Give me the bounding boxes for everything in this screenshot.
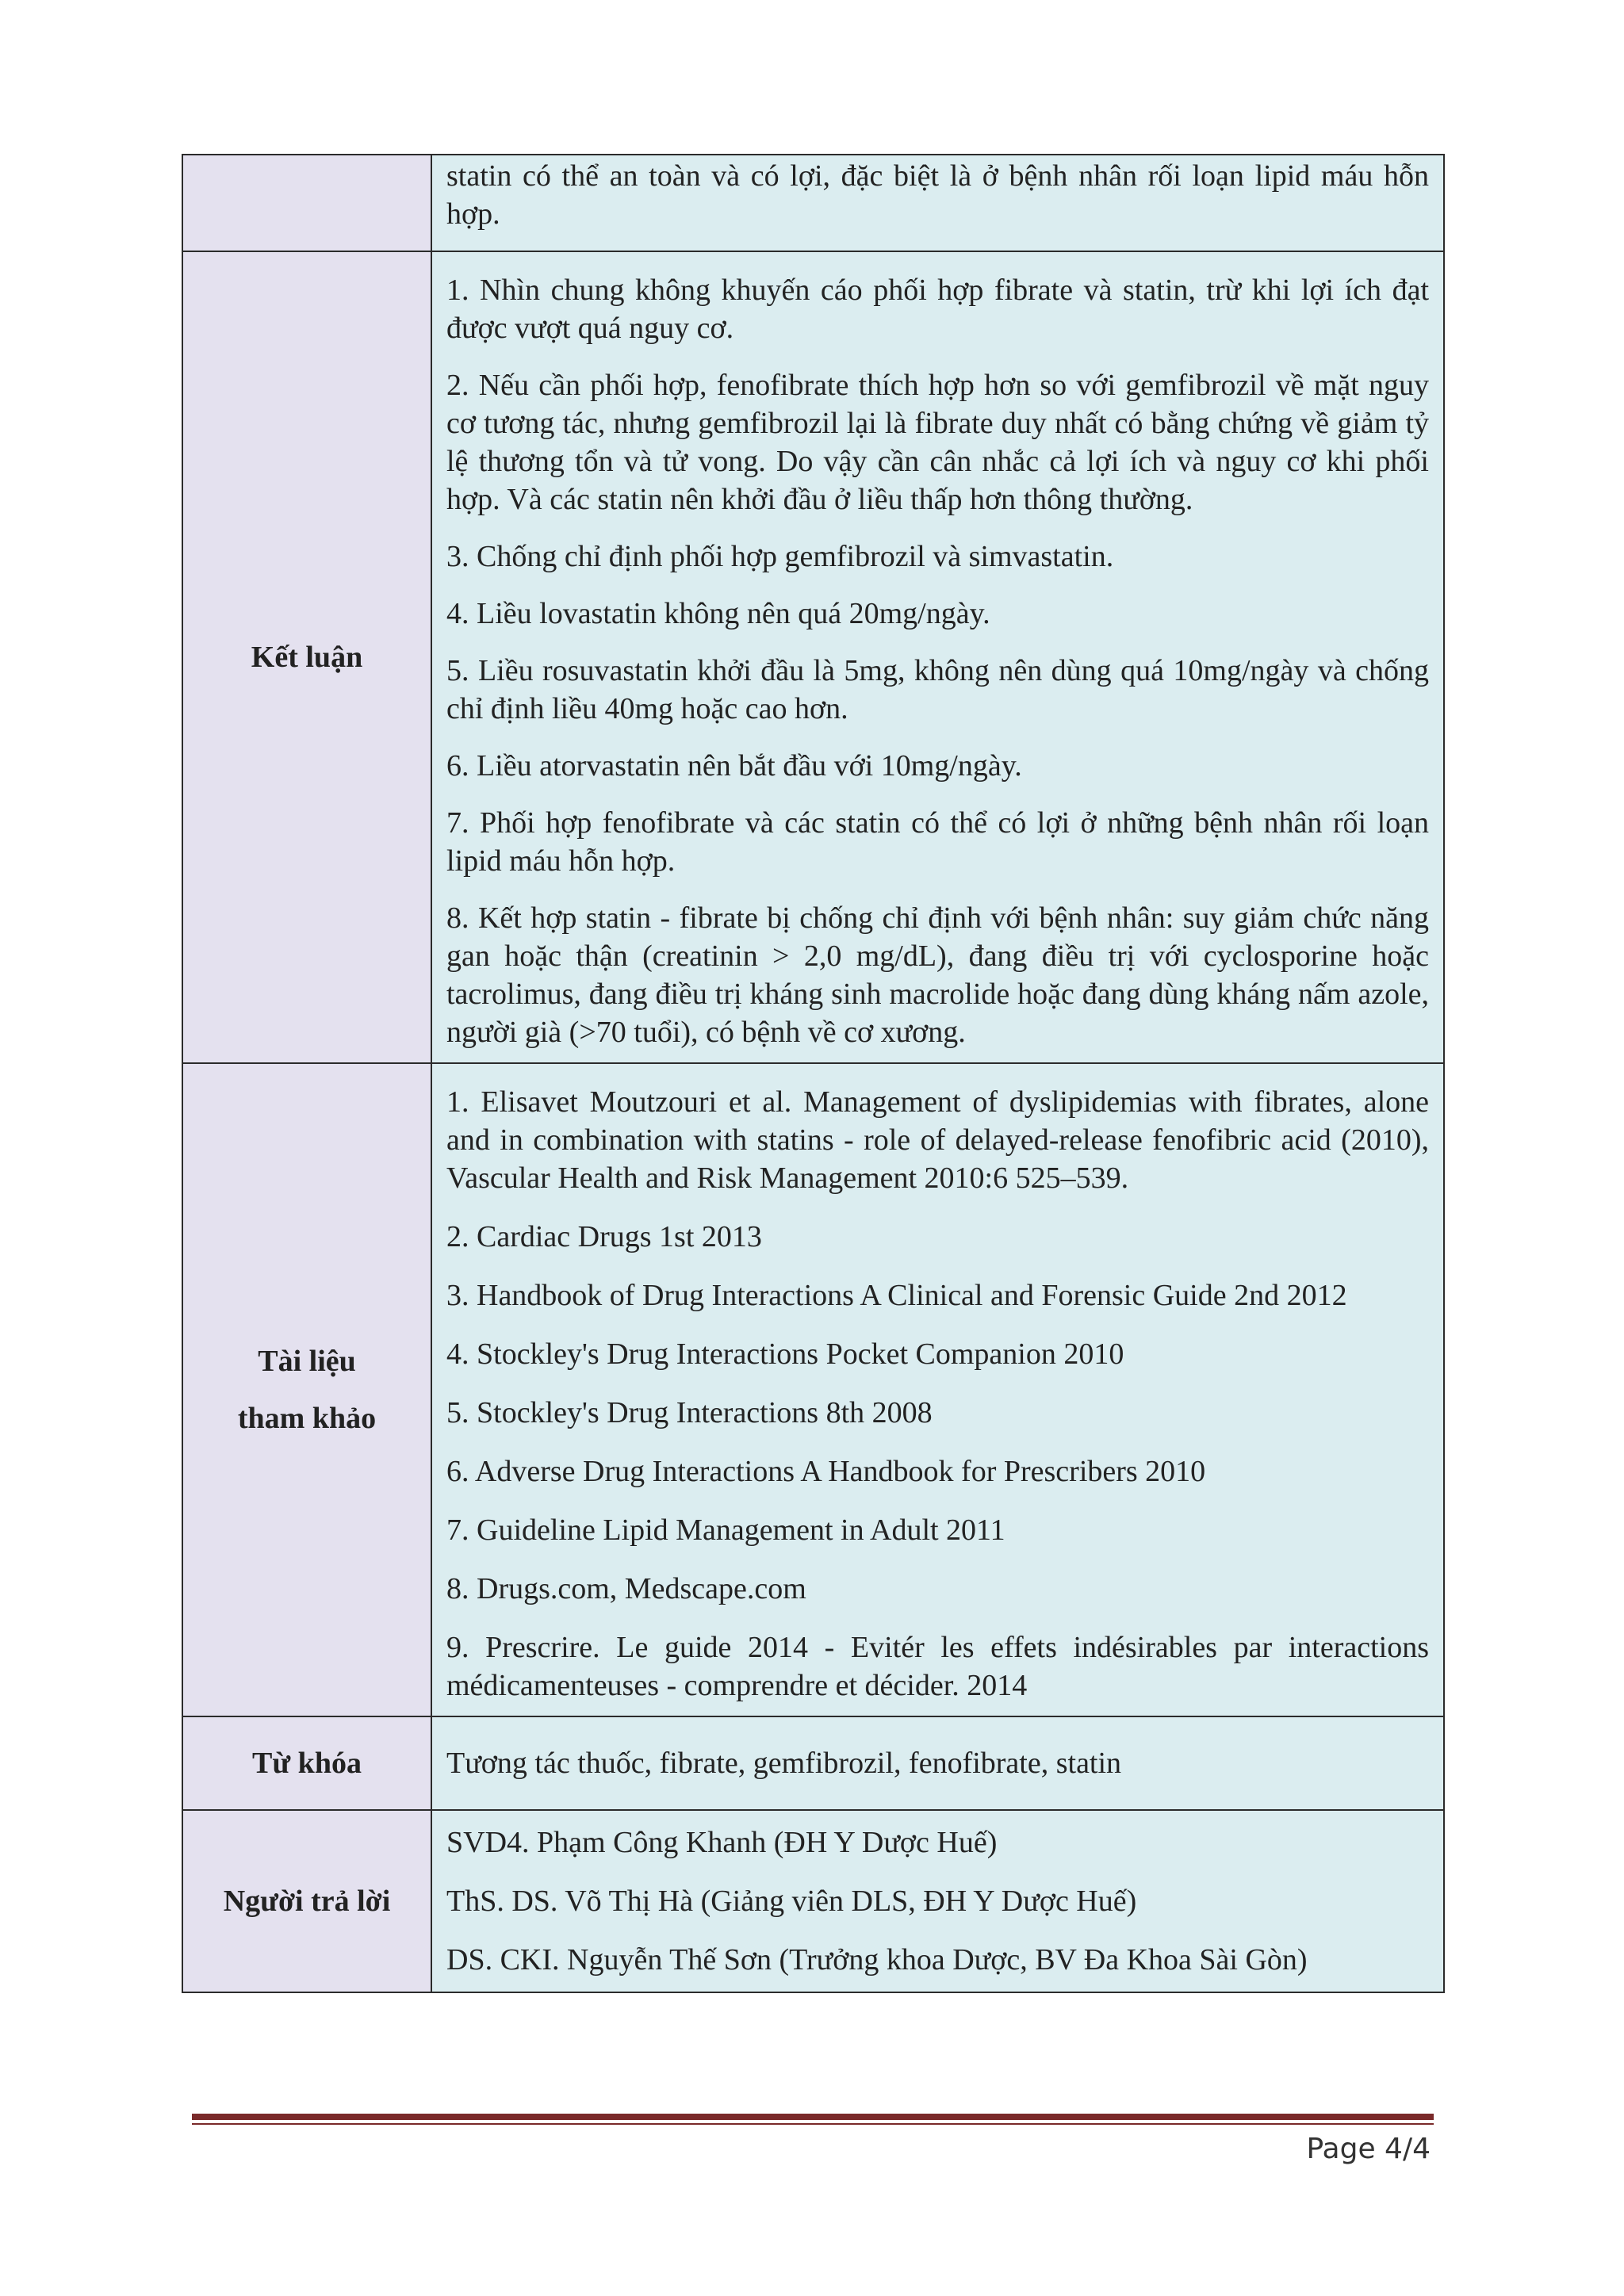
conclusion-item-1: 1. Nhìn chung không khuyến cáo phối hợp fibrate và statin, trừ khi lợi ích đạt được vượt quá nguy cơ. [446,274,1429,345]
keywords-content-cell [431,1716,1444,1810]
reference-item-8: 8. Drugs.com, Medscape.com [446,1572,806,1605]
conclusion-label: Kết luận [182,251,431,1063]
conclusion-item-6: 6. Liều atorvastatin nên bắt đầu với 10mg/ngày. [446,749,1022,783]
responders-label: Người trả lời [182,1810,431,1992]
responder-1: SVD4. Phạm Công Khanh (ĐH Y Dược Huế) [446,1826,998,1859]
reference-item-9: 9. Prescrire. Le guide 2014 - Evitér les effets indésirables par interactions médicamenteuses - comprendre et décider. 2014 [446,1631,1429,1702]
intro-paragraph: statin có thể an toàn và có lợi, đặc biệt là ở bệnh nhân rối loạn lipid máu hỗn hợp. [446,159,1429,231]
table-row-keywords [182,1716,1444,1810]
conclusion-item-2: 2. Nếu cần phối hợp, fenofibrate thích hợp hơn so với gemfibrozil về mặt nguy cơ tương tác, nhưng gemfibrozil lại là fibrate duy nhất có bằng chứng về giảm tỷ lệ thương tổn và tử vong. Do vậy cần cân nhắc cả lợi ích và nguy cơ khi phối hợp. Và các statin nên khởi đầu ở liều thấp hơn thông thường. [446,369,1429,516]
intro-content-cell [431,155,1444,251]
conclusion-item-5: 5. Liều rosuvastatin khởi đầu là 5mg, không nên dùng quá 10mg/ngày và chống chỉ định liều 40mg hoặc cao hơn. [446,654,1429,725]
table-row-responders [182,1810,1444,1992]
responder-3: DS. CKI. Nguyễn Thế Sơn (Trưởng khoa Dược, BV Đa Khoa Sài Gòn) [446,1943,1308,1976]
conclusion-content-cell [431,251,1444,1063]
references-content-cell [431,1063,1444,1716]
reference-item-3: 3. Handbook of Drug Interactions A Clinical and Forensic Guide 2nd 2012 [446,1279,1347,1312]
conclusion-item-4: 4. Liều lovastatin không nên quá 20mg/ngày. [446,597,990,630]
conclusion-item-8: 8. Kết hợp statin - fibrate bị chống chỉ định với bệnh nhân: suy giảm chức năng gan hoặc thận (creatinin > 2,0 mg/dL), đang điều trị với cyclosporine hoặc tacrolimus, đang điều trị kháng sinh macrolide hoặc đang dùng kháng nấm azole, người già (>70 tuổi), có bệnh về cơ xương. [446,901,1429,1049]
page-number: Page 4/4 [1306,2133,1431,2165]
conclusion-item-7: 7. Phối hợp fenofibrate và các statin có thể có lợi ở những bệnh nhân rối loạn lipid máu hỗn hợp. [446,806,1429,878]
references-label-line-2: tham khảo [237,1402,377,1435]
keywords-text: Tương tác thuốc, fibrate, gemfibrozil, fenofibrate, statin [446,1747,1122,1780]
footer-divider [192,2114,1434,2120]
reference-item-5: 5. Stockley's Drug Interactions 8th 2008 [446,1396,933,1429]
keywords-label: Từ khóa [182,1716,431,1810]
table-row-references [182,1063,1444,1716]
responder-2: ThS. DS. Võ Thị Hà (Giảng viên DLS, ĐH Y Dược Huế) [446,1885,1137,1918]
reference-item-4: 4. Stockley's Drug Interactions Pocket Companion 2010 [446,1337,1124,1371]
reference-item-2: 2. Cardiac Drugs 1st 2013 [446,1220,762,1253]
table-row-intro [182,155,1444,251]
reference-item-7: 7. Guideline Lipid Management in Adult 2011 [446,1513,1005,1547]
document-table [182,154,1445,1993]
footer-divider-thin [192,2123,1434,2125]
table-row-conclusion [182,251,1444,1063]
reference-item-6: 6. Adverse Drug Interactions A Handbook for Prescribers 2010 [446,1455,1206,1488]
reference-item-1: 1. Elisavet Moutzouri et al. Management of dyslipidemias with fibrates, alone and in combination with statins - role of delayed-release fenofibric acid (2010), Vascular Health and Risk Management 2010:6 525–539. [446,1085,1429,1195]
references-label [182,1063,431,1716]
references-label-line-1: Tài liệu [258,1345,356,1378]
conclusion-item-3: 3. Chống chỉ định phối hợp gemfibrozil và simvastatin. [446,540,1114,573]
intro-label-cell [182,155,431,251]
responders-content-cell [431,1810,1444,1992]
